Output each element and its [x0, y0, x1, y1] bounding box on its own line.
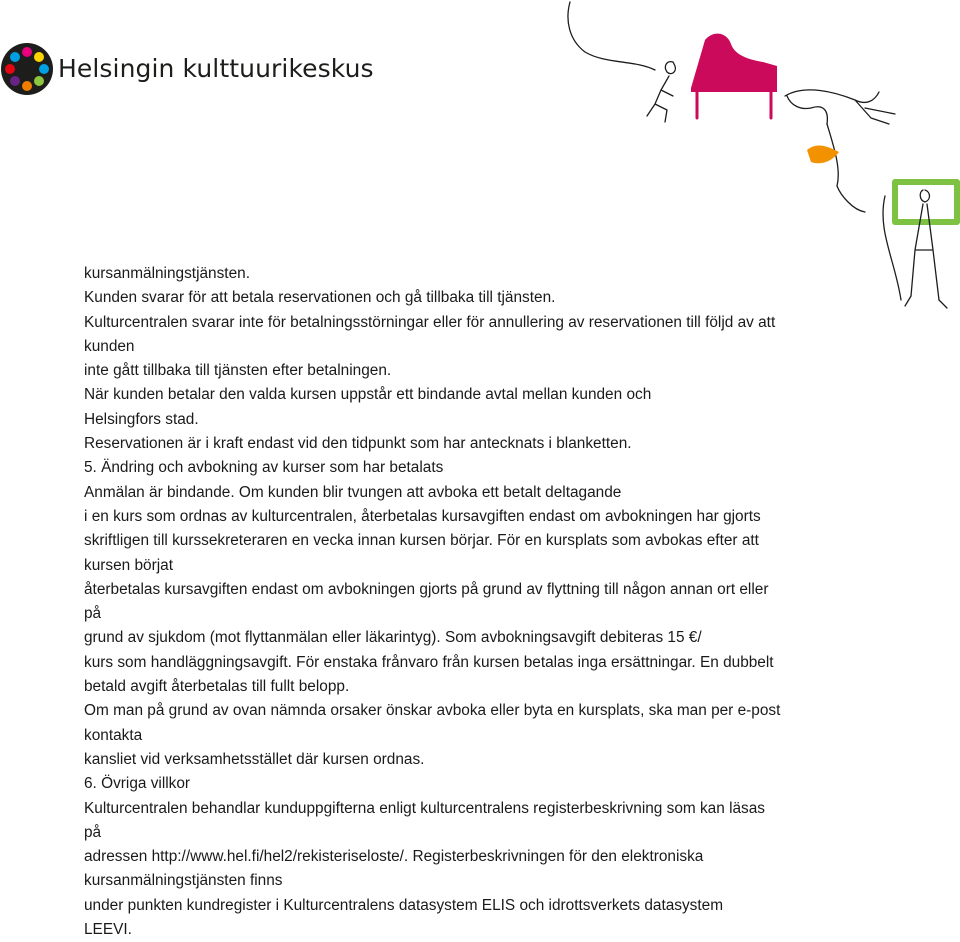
- logo-dot: [10, 76, 20, 86]
- text-line: i en kurs som ordnas av kulturcentralen, återbetalas kursavgiften endast om avbokningen har gjorts: [84, 507, 761, 525]
- logo-dot: [22, 81, 32, 91]
- text-line: Om man på grund av ovan nämnda orsaker önskar avboka eller byta en kursplats, ska man per e-post: [84, 702, 781, 720]
- text-line: Kunden svarar för att betala reservationen och gå tillbaka till tjänsten.: [84, 289, 556, 307]
- logo-dot: [39, 64, 49, 74]
- logo-dot: [22, 47, 32, 57]
- text-line: Helsingfors stad.: [84, 410, 199, 428]
- logo-dot: [34, 76, 44, 86]
- text-line: kansliet vid verksamhetsstället där kursen ordnas.: [84, 750, 425, 768]
- text-line: kurs som handläggningsavgift. För enstaka frånvaro från kursen betalas inga ersättningar. En dubbelt: [84, 653, 774, 671]
- text-line: Anmälan är bindande. Om kunden blir tvungen att avboka ett betalt deltagande: [84, 483, 622, 501]
- logo-dot: [10, 52, 20, 62]
- logo-dot: [5, 64, 15, 74]
- text-line: LEEVI.: [84, 921, 132, 939]
- text-line: inte gått tillbaka till tjänsten efter betalningen.: [84, 362, 392, 380]
- logo: [0, 40, 400, 100]
- document-body: [84, 262, 904, 942]
- text-line: återbetalas kursavgiften endast om avbokningen gjorts på grund av flyttning till någon annan ort eller: [84, 580, 769, 598]
- text-line: kursanmälningstjänsten finns: [84, 872, 283, 890]
- text-line: på: [84, 823, 102, 841]
- text-line: under punkten kundregister i Kulturcentralens datasystem ELIS och idrottsverkets datasystem: [84, 896, 724, 914]
- text-line: på: [84, 605, 102, 623]
- text-line: 5. Ändring och avbokning av kurser som har betalats: [84, 459, 444, 477]
- text-line: adressen http://www.hel.fi/hel2/rekisteriseloste/. Registerbeskrivningen för den elektroniska: [84, 848, 704, 866]
- text-line: grund av sjukdom (mot flyttanmälan eller läkarintyg). Som avbokningsavgift debiteras 15 €/: [84, 629, 702, 647]
- text-line: skriftligen till kurssekreteraren en vecka innan kursen börjar. För en kursplats som avbokas efter att: [84, 532, 759, 550]
- text-line: Reservationen är i kraft endast vid den tidpunkt som har antecknats i blanketten.: [84, 435, 632, 453]
- logo-dots-icon: [0, 42, 54, 96]
- text-line: kunden: [84, 337, 135, 355]
- text-line: kursen börjat: [84, 556, 173, 574]
- text-line: kursanmälningstjänsten.: [84, 265, 250, 282]
- text-line: kontakta: [84, 726, 143, 744]
- text-line: Kulturcentralen svarar inte för betalningsstörningar eller för annullering av reservationen till följd av att: [84, 313, 776, 331]
- text-line: betald avgift återbetalas till fullt belopp.: [84, 678, 350, 696]
- text-line: När kunden betalar den valda kursen uppstår ett bindande avtal mellan kunden och: [84, 386, 652, 404]
- text-line: Kulturcentralen behandlar kunduppgifterna enligt kulturcentralens registerbeskrivning som kan läsas: [84, 799, 765, 817]
- logo-text: Helsingin kulttuurikeskus: [58, 54, 374, 83]
- text-line: 6. Övriga villkor: [84, 775, 191, 793]
- logo-dot: [34, 52, 44, 62]
